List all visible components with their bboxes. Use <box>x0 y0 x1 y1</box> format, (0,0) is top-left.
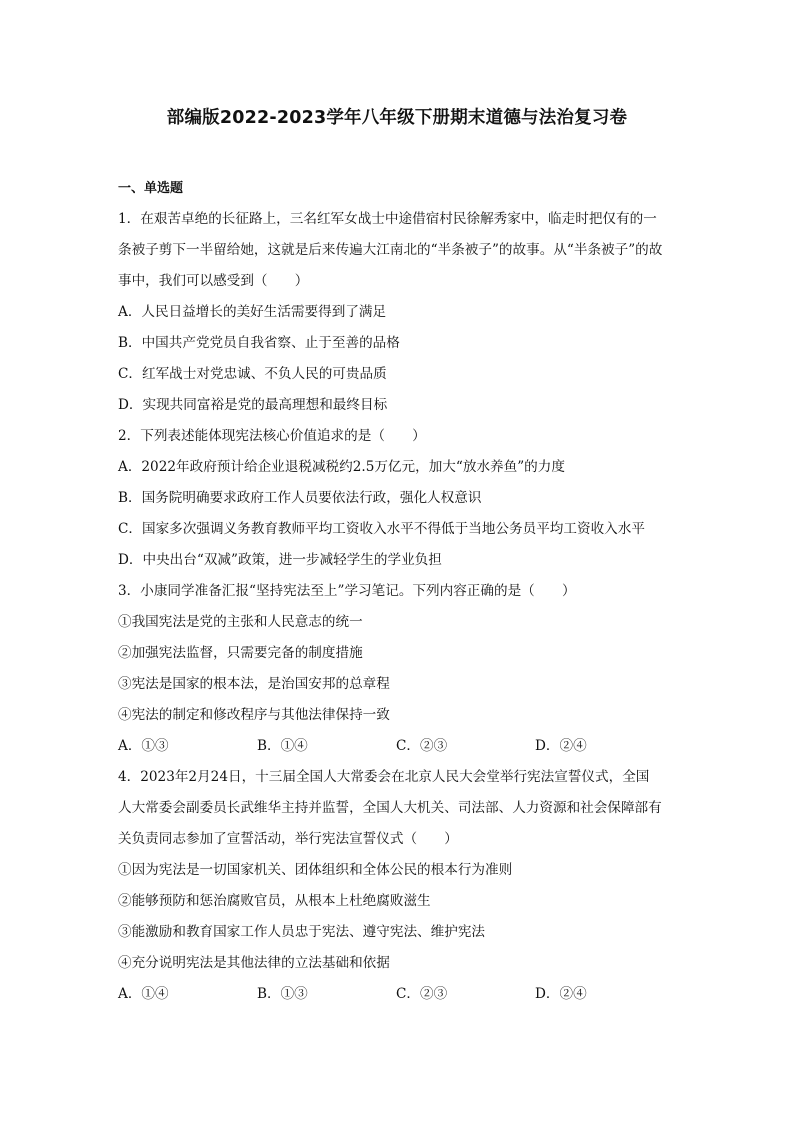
statement-4: ④充分说明宪法是其他法律的立法基础和依据 <box>118 955 390 971</box>
answer-option-b: B．中国共产党党员自我省察、止于至善的品格 <box>118 335 400 351</box>
answer-option-c: C．②③ <box>396 738 448 754</box>
statement-1: ①我国宪法是党的主张和人民意志的统一 <box>118 614 363 630</box>
question-3 <box>118 576 690 762</box>
answer-option-b: B．国务院明确要求政府工作人员要依法行政，强化人权意识 <box>118 490 482 506</box>
question-2 <box>118 421 690 576</box>
answer-option-c: C．②③ <box>396 986 448 1002</box>
answer-option-c: C．国家多次强调义务教育教师平均工资收入水平不得低于当地公务员平均工资收入水平 <box>118 521 645 537</box>
answer-option-a: A．人民日益增长的美好生活需要得到了满足 <box>118 304 387 320</box>
question-stem-line: 关负责同志参加了宣誓活动，举行宪法宣誓仪式（ ） <box>118 831 458 847</box>
section-heading: 一、单选题 <box>118 181 184 196</box>
statement-2: ②能够预防和惩治腐败官员，从根本上杜绝腐败滋生 <box>118 893 431 909</box>
answer-option-c: C．红军战士对党忠诚、不负人民的可贵品质 <box>118 366 387 382</box>
answer-option-d: D．②④ <box>535 738 587 754</box>
question-stem-line: 事中，我们可以感受到（ ） <box>118 273 309 289</box>
question-stem-line: 1．在艰苦卓绝的长征路上，三名红军女战士中途借宿村民徐解秀家中，临走时把仅有的一 <box>118 211 657 227</box>
answer-options-row <box>118 979 690 1010</box>
question-stem-line: 4．2023年2月24日，十三届全国人大常委会在北京人民大会堂举行宪法宣誓仪式，全国 <box>118 769 650 785</box>
statement-1: ①因为宪法是一切国家机关、团体组织和全体公民的根本行为准则 <box>118 862 513 878</box>
question-stem-line: 条被子剪下一半留给她，这就是后来传遍大江南北的“半条被子”的故事。从“半条被子”的故 <box>118 242 663 258</box>
answer-option-b: B．①③ <box>257 986 308 1002</box>
question-list <box>118 178 690 1010</box>
answer-option-d: D．中央出台“双减”政策，进一步减轻学生的学业负担 <box>118 552 442 568</box>
statement-3: ③能激励和教育国家工作人员忠于宪法、遵守宪法、维护宪法 <box>118 924 486 940</box>
question-4 <box>118 762 690 1010</box>
answer-option-b: B．①④ <box>257 738 308 754</box>
statement-3: ③宪法是国家的根本法，是治国安邦的总章程 <box>118 676 390 692</box>
question-stem-line: 3．小康同学准备汇报“坚持宪法至上”学习笔记。下列内容正确的是（ ） <box>118 583 576 599</box>
question-stem-line: 2．下列表述能体现宪法核心价值追求的是（ ） <box>118 428 426 444</box>
answer-option-d: D．实现共同富裕是党的最高理想和最终目标 <box>118 397 388 413</box>
answer-option-a: A．①④ <box>118 986 169 1002</box>
answer-option-d: D．②④ <box>535 986 587 1002</box>
statement-4: ④宪法的制定和修改程序与其他法律保持一致 <box>118 707 390 723</box>
answer-options-row <box>118 731 690 762</box>
statement-2: ②加强宪法监督，只需要完备的制度措施 <box>118 645 363 661</box>
question-stem-line: 人大常委会副委员长武维华主持并监誓，全国人大机关、司法部、人力资源和社会保障部有 <box>118 800 662 816</box>
answer-option-a: A．①③ <box>118 738 169 754</box>
answer-option-a: A．2022年政府预计给企业退税减税约2.5万亿元，加大“放水养鱼”的力度 <box>118 459 565 475</box>
document-title: 部编版2022-2023学年八年级下册期末道德与法治复习卷 <box>166 108 628 128</box>
question-1 <box>118 204 690 421</box>
